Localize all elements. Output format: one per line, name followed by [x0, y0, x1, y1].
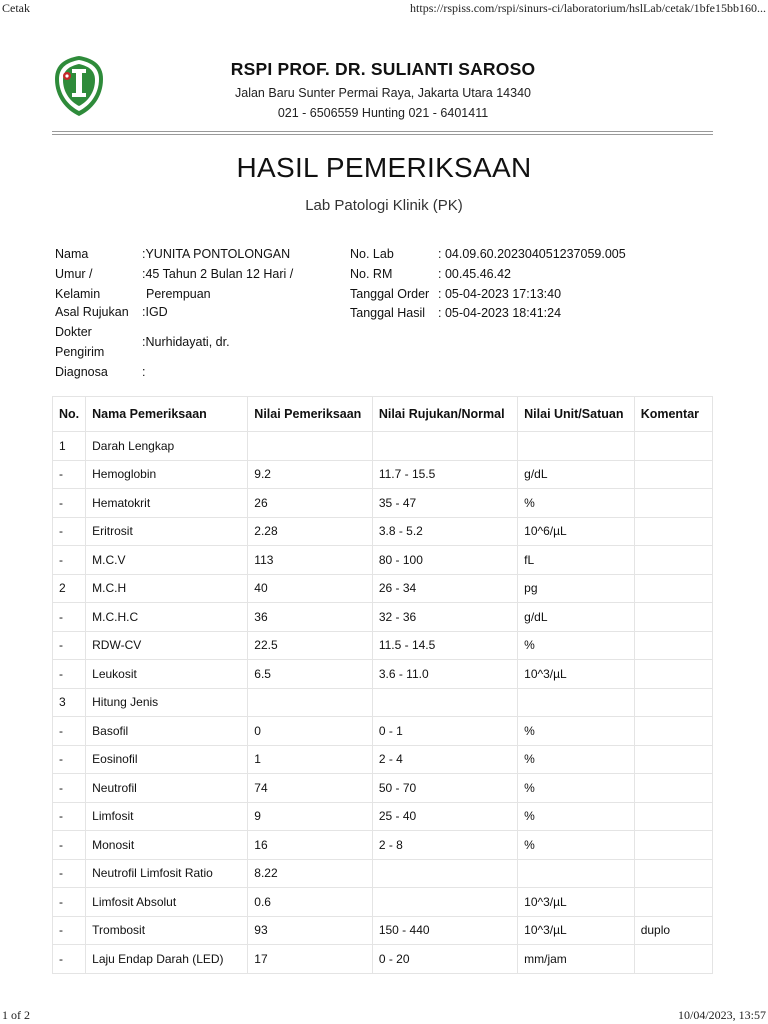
cell-nama: Darah Lengkap [86, 432, 248, 461]
cell-unit: g/dL [518, 460, 635, 489]
cell-komentar [634, 432, 712, 461]
cell-rujukan [372, 888, 517, 917]
cell-nama: Hemoglobin [86, 460, 248, 489]
cell-nama: M.C.V [86, 546, 248, 575]
cell-unit: % [518, 631, 635, 660]
cell-no: - [53, 888, 86, 917]
header-nilai-unit: Nilai Unit/Satuan [518, 397, 635, 432]
cell-unit: % [518, 489, 635, 518]
cell-nilai: 9 [248, 802, 373, 831]
cell-rujukan: 3.6 - 11.0 [372, 660, 517, 689]
table-row [53, 489, 713, 518]
cell-komentar [634, 660, 712, 689]
cell-no: - [53, 859, 86, 888]
cell-nilai: 17 [248, 945, 373, 974]
cell-unit: 10^3/µL [518, 916, 635, 945]
cell-no: - [53, 945, 86, 974]
report-title: HASIL PEMERIKSAAN [236, 152, 532, 183]
cell-nilai [248, 432, 373, 461]
cell-nilai: 9.2 [248, 460, 373, 489]
cell-rujukan: 80 - 100 [372, 546, 517, 575]
cell-komentar [634, 888, 712, 917]
cell-rujukan: 11.7 - 15.5 [372, 460, 517, 489]
table-header-row [53, 397, 713, 432]
no-lab-label: No. Lab [350, 247, 394, 261]
cell-komentar [634, 631, 712, 660]
tanggal-hasil-label: Tanggal Hasil [350, 306, 426, 320]
cell-unit: 10^6/µL [518, 517, 635, 546]
print-tab-title: Cetak [2, 1, 30, 15]
header-no: No. [53, 397, 86, 432]
cell-nilai: 8.22 [248, 859, 373, 888]
cell-unit [518, 859, 635, 888]
cell-komentar [634, 774, 712, 803]
cell-no: - [53, 774, 86, 803]
tanggal-order-label: Tanggal Order [350, 287, 430, 301]
cell-rujukan: 35 - 47 [372, 489, 517, 518]
no-lab-value: : 04.09.60.202304051237059.005 [438, 247, 626, 261]
print-url: https://rspiss.com/rspi/sinurs-ci/laboratorium/hslLab/cetak/1bfe15bb160... [410, 1, 766, 15]
cell-nilai: 1 [248, 745, 373, 774]
cell-komentar [634, 688, 712, 717]
cell-nilai: 113 [248, 546, 373, 575]
cell-nilai: 16 [248, 831, 373, 860]
cell-rujukan: 0 - 1 [372, 717, 517, 746]
cell-komentar [634, 831, 712, 860]
cell-nama: Basofil [86, 717, 248, 746]
cell-no: 3 [53, 688, 86, 717]
umur-label: Umur / [55, 267, 93, 281]
cell-rujukan: 0 - 20 [372, 945, 517, 974]
report-subtitle: Lab Patologi Klinik (PK) [305, 197, 463, 214]
dokter-value: :Nurhidayati, dr. [142, 335, 230, 349]
cell-no: - [53, 460, 86, 489]
cell-rujukan: 32 - 36 [372, 603, 517, 632]
tanggal-order-value: : 05-04-2023 17:13:40 [438, 287, 562, 301]
cell-nama: Trombosit [86, 916, 248, 945]
cell-rujukan: 150 - 440 [372, 916, 517, 945]
cell-nilai: 36 [248, 603, 373, 632]
cell-komentar: duplo [634, 916, 712, 945]
cell-rujukan: 3.8 - 5.2 [372, 517, 517, 546]
cell-unit: % [518, 774, 635, 803]
table-row [53, 517, 713, 546]
cell-no: - [53, 489, 86, 518]
cell-komentar [634, 717, 712, 746]
cell-nama: Leukosit [86, 660, 248, 689]
cell-unit: pg [518, 574, 635, 603]
cell-komentar [634, 945, 712, 974]
header-nilai-rujukan: Nilai Rujukan/Normal [372, 397, 517, 432]
cell-no: - [53, 631, 86, 660]
table-row [53, 802, 713, 831]
asal-rujukan-label: Asal Rujukan [55, 305, 129, 319]
cell-nilai [248, 688, 373, 717]
header-nilai-pemeriksaan: Nilai Pemeriksaan [248, 397, 373, 432]
cell-rujukan: 11.5 - 14.5 [372, 631, 517, 660]
cell-rujukan [372, 688, 517, 717]
cell-no: - [53, 802, 86, 831]
nama-value: :YUNITA PONTOLONGAN [142, 247, 291, 261]
cell-nama: Monosit [86, 831, 248, 860]
results-table [52, 396, 713, 974]
cell-no: - [53, 603, 86, 632]
cell-nilai: 0 [248, 717, 373, 746]
cell-nama: Limfosit [86, 802, 248, 831]
print-timestamp: 10/04/2023, 13:57 [677, 1008, 766, 1022]
cell-komentar [634, 460, 712, 489]
cell-unit: fL [518, 546, 635, 575]
cell-unit: mm/jam [518, 945, 635, 974]
cell-unit: % [518, 831, 635, 860]
table-row [53, 774, 713, 803]
cell-nama: RDW-CV [86, 631, 248, 660]
cell-rujukan: 2 - 4 [372, 745, 517, 774]
kelamin-value: Perempuan [146, 287, 211, 301]
cell-nilai: 6.5 [248, 660, 373, 689]
cell-no: - [53, 660, 86, 689]
table-row [53, 916, 713, 945]
cell-rujukan: 26 - 34 [372, 574, 517, 603]
cell-nama: Hematokrit [86, 489, 248, 518]
cell-nama: Eosinofil [86, 745, 248, 774]
no-rm-value: : 00.45.46.42 [438, 267, 511, 281]
cell-no: - [53, 717, 86, 746]
header-nama-pemeriksaan: Nama Pemeriksaan [86, 397, 248, 432]
cell-nilai: 74 [248, 774, 373, 803]
hospital-logo [52, 55, 106, 117]
table-row [53, 603, 713, 632]
pengirim-label: Pengirim [55, 345, 105, 359]
header-divider [52, 131, 713, 132]
cell-nilai: 2.28 [248, 517, 373, 546]
hospital-name: RSPI PROF. DR. SULIANTI SAROSO [230, 59, 536, 79]
dokter-label: Dokter [55, 325, 92, 339]
table-row [53, 688, 713, 717]
cell-nilai: 22.5 [248, 631, 373, 660]
print-page-indicator: 1 of 2 [2, 1008, 30, 1022]
cell-komentar [634, 603, 712, 632]
table-row [53, 745, 713, 774]
cell-no: - [53, 546, 86, 575]
cell-no: 2 [53, 574, 86, 603]
cell-no: 1 [53, 432, 86, 461]
cell-unit [518, 432, 635, 461]
table-row [53, 888, 713, 917]
cell-unit: % [518, 802, 635, 831]
table-row [53, 831, 713, 860]
table-row [53, 859, 713, 888]
table-row [53, 546, 713, 575]
cell-komentar [634, 574, 712, 603]
cell-nama: Neutrofil [86, 774, 248, 803]
table-row [53, 717, 713, 746]
cell-nama: Eritrosit [86, 517, 248, 546]
cell-nama: Limfosit Absolut [86, 888, 248, 917]
hospital-phone: 021 - 6506559 Hunting 021 - 6401411 [277, 106, 489, 120]
cell-nilai: 93 [248, 916, 373, 945]
cell-rujukan: 2 - 8 [372, 831, 517, 860]
cell-no: - [53, 916, 86, 945]
cell-unit: % [518, 717, 635, 746]
cell-nilai: 26 [248, 489, 373, 518]
cell-rujukan: 50 - 70 [372, 774, 517, 803]
cell-komentar [634, 745, 712, 774]
cell-rujukan: 25 - 40 [372, 802, 517, 831]
tanggal-hasil-value: : 05-04-2023 18:41:24 [438, 306, 562, 320]
umur-value: :45 Tahun 2 Bulan 12 Hari / [142, 267, 294, 281]
cell-rujukan [372, 432, 517, 461]
cell-rujukan [372, 859, 517, 888]
table-row [53, 631, 713, 660]
cell-komentar [634, 546, 712, 575]
cell-nama: M.C.H.C [86, 603, 248, 632]
diagnosa-label: Diagnosa [55, 365, 108, 379]
cell-unit: g/dL [518, 603, 635, 632]
cell-nama: Laju Endap Darah (LED) [86, 945, 248, 974]
table-row [53, 945, 713, 974]
header-komentar: Komentar [634, 397, 712, 432]
diagnosa-value: : [142, 365, 146, 379]
cell-komentar [634, 802, 712, 831]
table-row [53, 574, 713, 603]
asal-rujukan-value: :IGD [142, 305, 168, 319]
table-row [53, 460, 713, 489]
cell-no: - [53, 831, 86, 860]
cell-nama: Hitung Jenis [86, 688, 248, 717]
cell-nama: Neutrofil Limfosit Ratio [86, 859, 248, 888]
cell-komentar [634, 517, 712, 546]
cell-nama: M.C.H [86, 574, 248, 603]
hospital-address: Jalan Baru Sunter Permai Raya, Jakarta Utara 14340 [235, 86, 531, 100]
nama-label: Nama [55, 247, 89, 261]
cell-unit: 10^3/µL [518, 888, 635, 917]
cell-unit: % [518, 745, 635, 774]
cell-no: - [53, 517, 86, 546]
cell-unit: 10^3/µL [518, 660, 635, 689]
cell-komentar [634, 489, 712, 518]
table-row [53, 432, 713, 461]
cell-nilai: 0.6 [248, 888, 373, 917]
no-rm-label: No. RM [350, 267, 393, 281]
header-divider-2 [52, 134, 713, 135]
kelamin-label: Kelamin [55, 287, 101, 301]
cell-nilai: 40 [248, 574, 373, 603]
cell-komentar [634, 859, 712, 888]
table-row [53, 660, 713, 689]
cell-unit [518, 688, 635, 717]
cell-no: - [53, 745, 86, 774]
